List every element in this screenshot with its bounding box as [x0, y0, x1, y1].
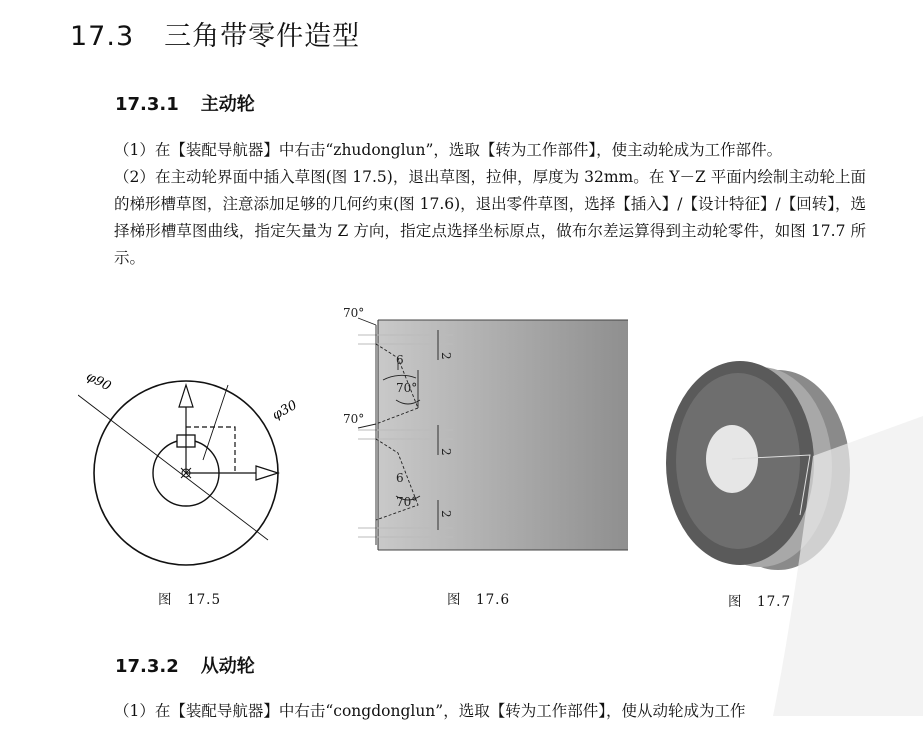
- angle-70-lower: 70°: [396, 495, 418, 509]
- extrude-body: [378, 320, 628, 550]
- dim-line-inner: [203, 385, 228, 460]
- dim-2-bottom: 2: [439, 510, 453, 518]
- section-title: 三角带零件造型: [164, 21, 361, 52]
- subsection-number-1: 17.3.1: [115, 94, 179, 115]
- paragraph-3: （1）在【装配导航器】中右击“congdonglun”，选取【转为工作部件】，使从动轮成为工作: [114, 702, 746, 720]
- subsection-title-2: 从动轮: [200, 656, 255, 677]
- x-axis-arrow: [256, 466, 278, 480]
- section-heading: [70, 14, 360, 53]
- subsection-heading-1: [115, 90, 255, 116]
- figure-caption-17-7: 图 17.7: [728, 594, 792, 610]
- figure-17-5-drawing: [78, 355, 310, 573]
- subsection-heading-2: [115, 652, 255, 678]
- y-axis-arrow: [179, 385, 193, 407]
- dim-2-top: 2: [439, 352, 453, 360]
- dim-2-mid: 2: [439, 448, 453, 456]
- watermark: [753, 416, 923, 716]
- section-number: 17.3: [70, 21, 135, 52]
- figure-caption-17-5: 图 17.5: [158, 592, 222, 608]
- dim-6-upper: 6: [396, 353, 404, 367]
- paragraph-1: （1）在【装配导航器】中右击“zhudonglun”，选取【转为工作部件】，使主动轮成为工作部件。: [114, 141, 783, 159]
- subsection-title-1: 主动轮: [200, 94, 255, 115]
- dim-phi30: φ30: [270, 397, 300, 424]
- subsection-number-2: 17.3.2: [115, 656, 179, 677]
- dim-phi90: φ90: [83, 369, 114, 395]
- angle-70-upper: 70°: [396, 381, 418, 395]
- paragraph-2: （2）在主动轮界面中插入草图(图 17.5)，退出草图，拉伸，厚度为 32mm。在 Y－Z 平面内绘制主动轮上面的梯形槽草图，注意添加足够的几何约束(图 17.6)，退出零件草图，选择【插入】/【设计特征】/【回转】，选择梯形槽草图曲线，指定矢量为 Z 方向，指定点选择坐标原点，做布尔差运算得到主动轮零件，如图 17.7 所示。: [114, 168, 866, 267]
- dim-6-lower: 6: [396, 471, 404, 485]
- angle-label-mid: 70°: [343, 412, 365, 426]
- angle-label-top: 70°: [343, 306, 365, 320]
- figure-caption-17-6: 图 17.6: [447, 592, 511, 608]
- figure-17-6-drawing: [338, 300, 630, 560]
